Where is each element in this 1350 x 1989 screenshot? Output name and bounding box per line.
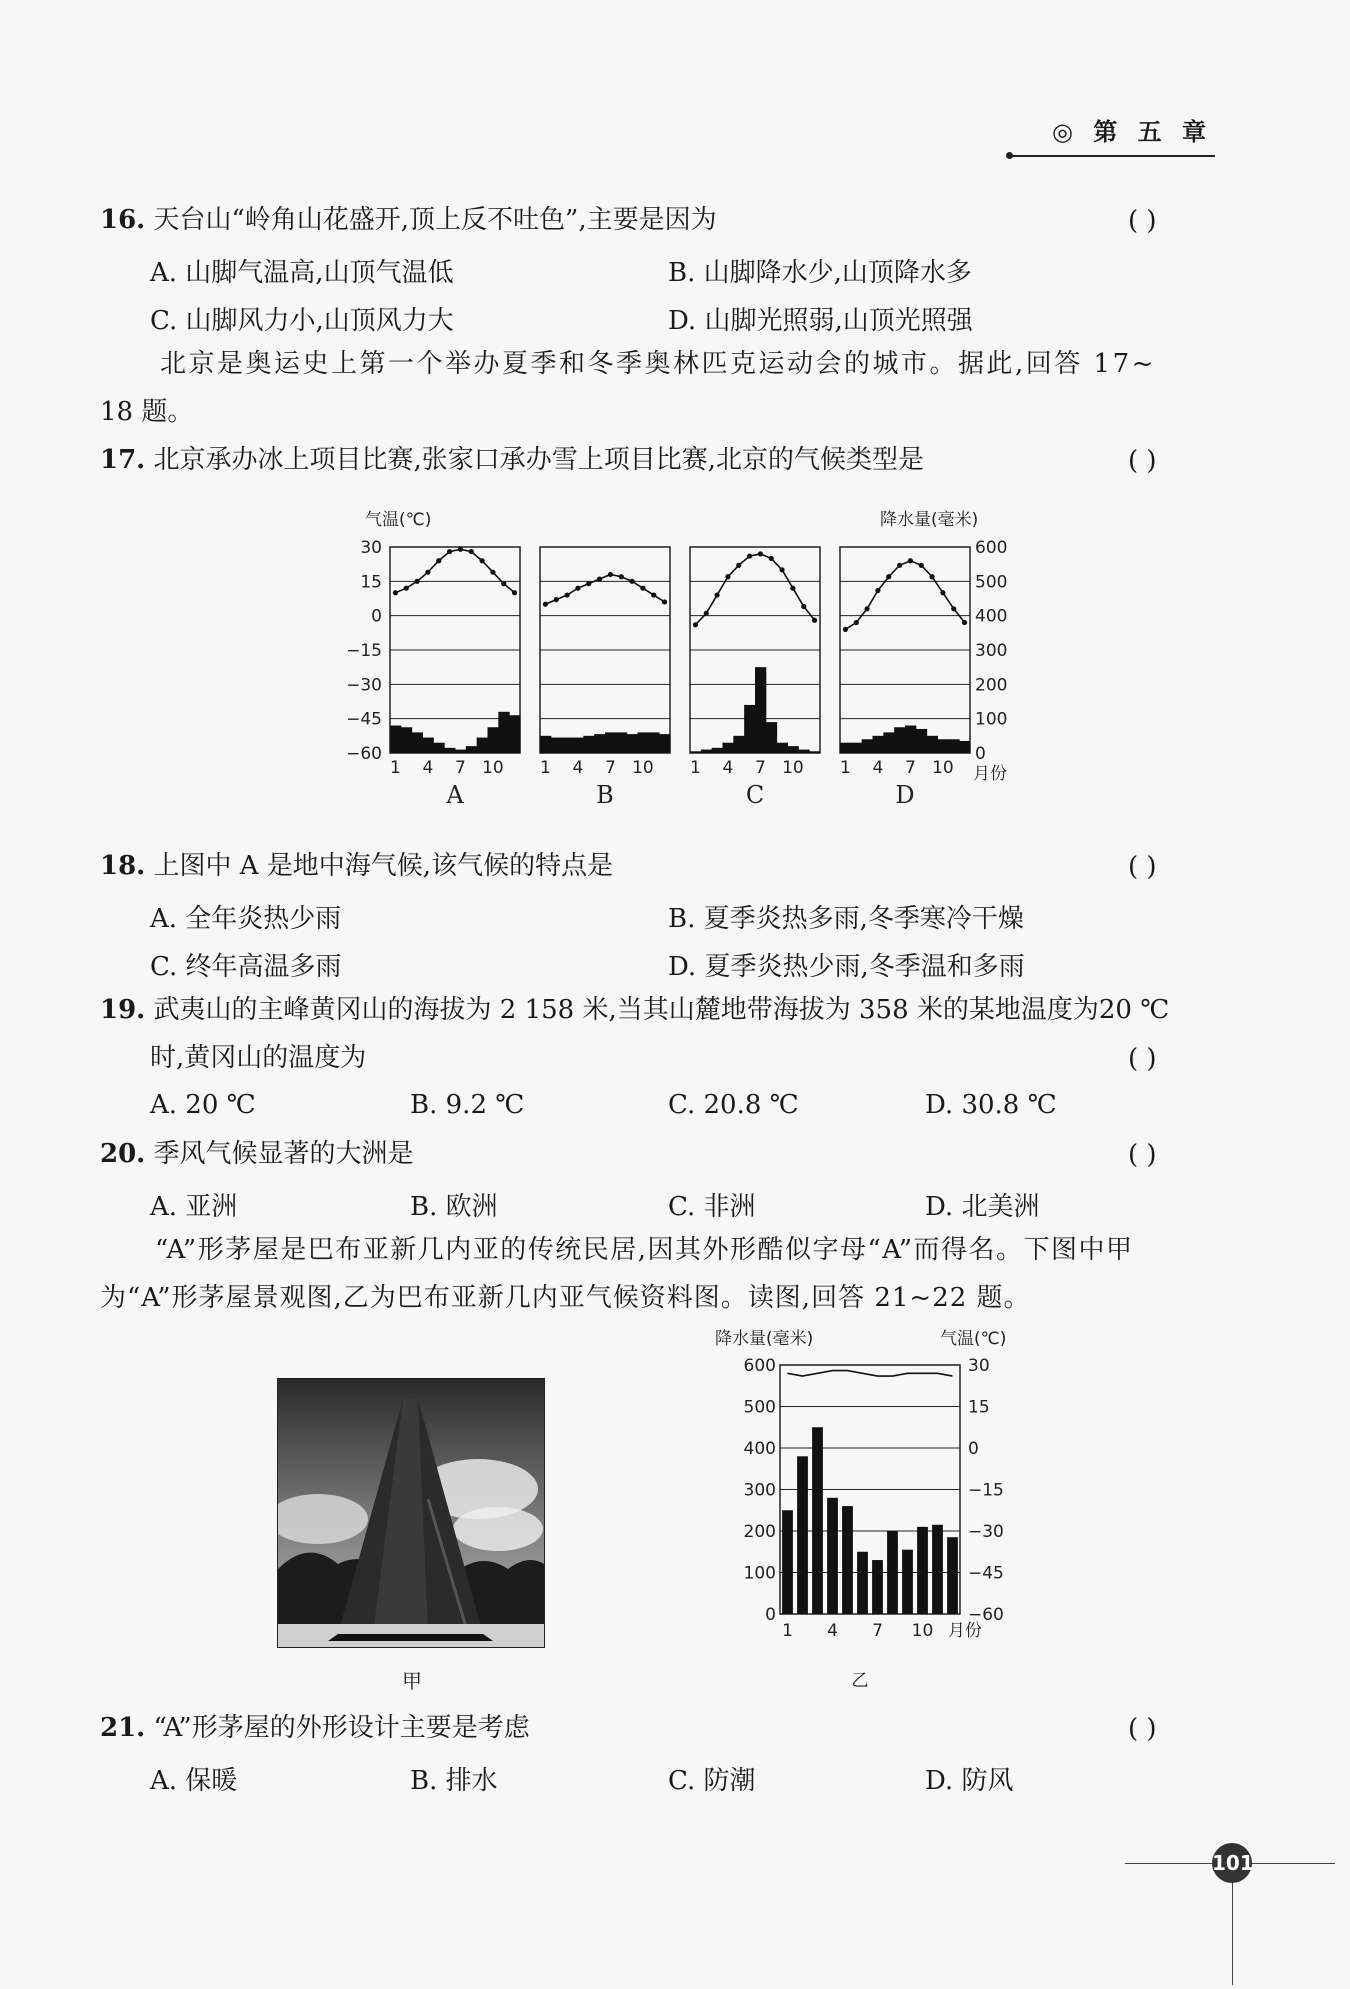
precip-bar xyxy=(423,738,434,753)
option-d: D. 防风 xyxy=(925,1766,1014,1796)
precip-bar xyxy=(809,751,820,753)
option-d: D. 北美洲 xyxy=(925,1192,1040,1222)
header-rule xyxy=(1010,155,1215,157)
temp-point xyxy=(919,563,924,568)
precip-bar xyxy=(827,1498,838,1614)
temp-point xyxy=(875,588,880,593)
panel-label: B xyxy=(596,781,614,809)
precip-bar xyxy=(797,1456,808,1614)
temp-axis-label: 气温(℃) xyxy=(940,1329,1007,1349)
temp-point xyxy=(586,581,591,586)
x-tick: 4 xyxy=(827,1621,838,1641)
option-c: C. 20.8 ℃ xyxy=(668,1090,799,1120)
precip-bar xyxy=(777,743,788,753)
answer-blank: ( ) xyxy=(1128,206,1157,236)
photo-caption: 甲 xyxy=(402,1669,422,1693)
temp-line xyxy=(545,574,664,604)
answer-blank: ( ) xyxy=(1128,1044,1157,1074)
question-number: 20. xyxy=(100,1139,146,1169)
x-tick: 10 xyxy=(782,758,804,778)
precip-bar xyxy=(712,748,723,753)
option-a: A. 保暖 xyxy=(150,1766,238,1796)
precip-bar xyxy=(488,727,499,753)
temp-point xyxy=(854,620,859,625)
temp-point xyxy=(640,586,645,591)
precip-bar xyxy=(605,732,616,753)
temp-point xyxy=(512,590,517,595)
precip-bar xyxy=(733,736,744,753)
precip-bar xyxy=(723,743,734,753)
panel-label: C xyxy=(745,781,765,809)
precip-bar xyxy=(947,1537,958,1614)
x-tick: 7 xyxy=(455,758,466,778)
x-tick: 1 xyxy=(840,758,851,778)
temp-point xyxy=(747,554,752,559)
intro-21-22-line1: “A”形茅屋是巴布亚新几内亚的传统民居,因其外形酷似字母“A”而得名。下图中甲 xyxy=(155,1235,1134,1265)
precip-bar xyxy=(842,1506,853,1614)
temp-point xyxy=(758,551,763,556)
precip-tick: 400 xyxy=(975,606,1008,627)
option-d: D. 夏季炎热少雨,冬季温和多雨 xyxy=(668,952,1025,982)
temp-tick: −60 xyxy=(346,744,382,764)
precip-bar xyxy=(782,1510,793,1614)
precip-bar xyxy=(905,726,916,753)
precip-bar xyxy=(551,738,562,753)
temp-point xyxy=(790,586,795,591)
x-tick: 7 xyxy=(605,758,616,778)
option-b: B. 夏季炎热多雨,冬季寒冷干燥 xyxy=(668,904,1024,934)
question-number: 17. xyxy=(100,445,146,475)
precip-bar xyxy=(916,729,927,753)
question-stem: 武夷山的主峰黄冈山的海拔为 2 158 米,当其山麓地带海拔为 358 米的某地温度为20 ℃ xyxy=(153,995,1170,1025)
precip-bar xyxy=(932,1525,943,1614)
question-16 xyxy=(100,204,717,236)
temp-tick: −45 xyxy=(968,1563,1004,1584)
precip-bar xyxy=(659,734,670,753)
precip-bar xyxy=(477,738,488,753)
x-tick: 10 xyxy=(482,758,504,778)
x-tick: 4 xyxy=(572,758,584,778)
question-number: 19. xyxy=(100,995,146,1025)
precip-bar xyxy=(948,739,959,753)
temp-line xyxy=(845,561,964,630)
precip-tick: 400 xyxy=(743,1439,776,1459)
x-unit: 月份 xyxy=(973,764,1007,784)
precip-bar xyxy=(959,741,970,753)
precip-bar xyxy=(690,751,701,753)
precip-bar xyxy=(851,743,862,753)
x-tick: 7 xyxy=(905,758,916,778)
precip-bar xyxy=(466,746,477,753)
precip-tick: 600 xyxy=(975,538,1008,558)
temp-point xyxy=(393,590,398,595)
temp-point xyxy=(736,563,741,568)
precip-bar xyxy=(648,732,659,753)
chapter-header: ◎ 第 五 章 xyxy=(1051,117,1212,146)
precip-tick: 300 xyxy=(743,1480,776,1501)
question-stem: 季风气候显著的大洲是 xyxy=(153,1139,414,1169)
question-20 xyxy=(100,1138,414,1170)
intro-17-18-line1: 北京是奥运史上第一个举办夏季和冬季奥林匹克运动会的城市。据此,回答 17~ xyxy=(160,349,1156,379)
temp-point xyxy=(843,627,848,632)
precip-bar xyxy=(857,1552,868,1614)
x-tick: 4 xyxy=(872,758,884,778)
question-19 xyxy=(100,994,1169,1026)
question-number: 21. xyxy=(100,1713,146,1743)
x-unit: 月份 xyxy=(948,1621,982,1641)
temp-tick: −30 xyxy=(968,1522,1004,1542)
temp-tick: −45 xyxy=(346,709,382,730)
question-stem: 北京承办冰上项目比赛,张家口承办雪上项目比赛,北京的气候类型是 xyxy=(153,445,925,475)
temp-point xyxy=(812,618,817,623)
option-b: B. 排水 xyxy=(410,1766,498,1796)
temp-point xyxy=(886,574,891,579)
precip-bar xyxy=(788,746,799,753)
temp-point xyxy=(897,563,902,568)
precip-bar xyxy=(390,726,401,753)
temp-axis-label: 气温(℃) xyxy=(365,510,432,530)
precip-tick: 100 xyxy=(743,1563,776,1584)
temp-point xyxy=(929,574,934,579)
precip-tick: 500 xyxy=(743,1397,776,1418)
option-d: D. 30.8 ℃ xyxy=(925,1090,1057,1120)
precip-bar xyxy=(812,1427,823,1614)
option-c: C. 非洲 xyxy=(668,1192,756,1222)
page-number: 101 xyxy=(1212,1843,1252,1883)
precip-bar xyxy=(798,750,809,753)
temp-line xyxy=(395,549,514,592)
precip-bar xyxy=(509,715,520,753)
temp-point xyxy=(801,604,806,609)
precip-bar xyxy=(455,750,466,753)
x-tick: 7 xyxy=(755,758,766,778)
temp-tick: −30 xyxy=(346,675,382,696)
temp-point xyxy=(714,592,719,597)
precip-bar xyxy=(701,750,712,753)
x-tick: 10 xyxy=(911,1621,934,1641)
precip-bar xyxy=(755,667,766,753)
precip-tick: 0 xyxy=(975,744,986,764)
precip-bar xyxy=(902,1550,913,1614)
question-18 xyxy=(100,850,613,882)
option-a: A. 20 ℃ xyxy=(150,1090,256,1120)
temp-line xyxy=(695,554,814,625)
precip-bar xyxy=(938,739,949,753)
x-tick: 10 xyxy=(932,758,954,778)
precip-tick: 100 xyxy=(975,709,1008,730)
precip-tick: 500 xyxy=(975,572,1008,593)
precip-bar xyxy=(498,712,509,753)
precip-bar xyxy=(883,732,894,753)
precip-bar xyxy=(840,743,851,753)
temp-point xyxy=(425,570,430,575)
temp-point xyxy=(651,592,656,597)
panel-label: A xyxy=(446,781,464,809)
precip-bar xyxy=(594,734,605,753)
answer-blank: ( ) xyxy=(1128,852,1157,882)
x-tick: 1 xyxy=(690,758,701,778)
precip-bar xyxy=(887,1531,898,1614)
temp-point xyxy=(543,602,548,607)
precip-tick: 0 xyxy=(765,1605,776,1625)
temp-point xyxy=(404,586,409,591)
question-17 xyxy=(100,444,924,476)
temp-tick: −60 xyxy=(968,1605,1004,1625)
precip-bar xyxy=(927,736,938,753)
precip-tick: 300 xyxy=(975,641,1008,661)
temp-point xyxy=(629,579,634,584)
temp-point xyxy=(490,570,495,575)
temp-point xyxy=(597,576,602,581)
chart-caption: 乙 xyxy=(851,1671,869,1691)
option-c: C. 防潮 xyxy=(668,1766,756,1796)
temp-line xyxy=(788,1371,953,1377)
precip-axis-label: 降水量(毫米) xyxy=(715,1329,814,1349)
answer-blank: ( ) xyxy=(1128,1714,1157,1744)
temp-point xyxy=(447,549,452,554)
answer-blank: ( ) xyxy=(1128,446,1157,476)
option-c: C. 山脚风力小,山顶风力大 xyxy=(150,306,454,336)
temp-point xyxy=(779,567,784,572)
option-b: B. 山脚降水少,山顶降水多 xyxy=(668,258,972,288)
question-stem: “A”形茅屋的外形设计主要是考虑 xyxy=(153,1713,530,1743)
temp-point xyxy=(501,581,506,586)
option-b: B. 欧洲 xyxy=(410,1192,498,1222)
x-tick: 10 xyxy=(632,758,654,778)
temp-tick: 30 xyxy=(360,538,382,558)
answer-blank: ( ) xyxy=(1128,1140,1157,1170)
temp-point xyxy=(693,622,698,627)
question-number: 16. xyxy=(100,205,146,235)
temp-point xyxy=(608,572,613,577)
temp-point xyxy=(564,592,569,597)
precip-bar xyxy=(573,738,584,753)
question-stem: 上图中 A 是地中海气候,该气候的特点是 xyxy=(153,851,614,881)
temp-point xyxy=(962,620,967,625)
temp-point xyxy=(458,547,463,552)
x-tick: 1 xyxy=(540,758,551,778)
temp-tick: 0 xyxy=(968,1439,979,1459)
x-tick: 4 xyxy=(722,758,734,778)
intro-17-18-line2: 18 题。 xyxy=(100,397,194,427)
panel-label: D xyxy=(895,781,915,809)
option-a: A. 亚洲 xyxy=(150,1192,238,1222)
option-b: B. 9.2 ℃ xyxy=(410,1090,525,1120)
temp-point xyxy=(951,606,956,611)
precip-bar xyxy=(401,727,412,753)
precip-bar xyxy=(917,1527,928,1614)
temp-point xyxy=(940,590,945,595)
temp-point xyxy=(864,606,869,611)
x-tick: 4 xyxy=(422,758,434,778)
temp-tick: 15 xyxy=(360,572,382,593)
x-tick: 1 xyxy=(782,1621,793,1641)
png-climate-chart xyxy=(705,1320,1035,1695)
precip-bar xyxy=(627,734,638,753)
temp-point xyxy=(414,579,419,584)
temp-point xyxy=(769,556,774,561)
precip-bar xyxy=(873,736,884,753)
question-19-stem-cont: 时,黄冈山的温度为 xyxy=(150,1043,367,1073)
temp-tick: 30 xyxy=(968,1356,990,1376)
option-a: A. 全年炎热少雨 xyxy=(150,904,342,934)
temp-point xyxy=(704,611,709,616)
x-tick: 7 xyxy=(872,1621,883,1641)
x-tick: 1 xyxy=(390,758,401,778)
precip-bar xyxy=(433,743,444,753)
precip-bar xyxy=(862,739,873,753)
precip-bar xyxy=(872,1560,883,1614)
temp-point xyxy=(479,558,484,563)
precip-bar xyxy=(638,732,649,753)
precip-tick: 200 xyxy=(743,1522,776,1542)
option-a: A. 山脚气温高,山顶气温低 xyxy=(150,258,454,288)
temp-point xyxy=(619,574,624,579)
temp-point xyxy=(469,549,474,554)
option-d: D. 山脚光照弱,山顶光照强 xyxy=(668,306,973,336)
temp-point xyxy=(725,574,730,579)
intro-21-22-line2: 为“A”形茅屋景观图,乙为巴布亚新几内亚气候资料图。读图,回答 21~22 题。 xyxy=(100,1283,1031,1313)
temp-tick: −15 xyxy=(968,1480,1004,1501)
precip-tick: 600 xyxy=(743,1356,776,1376)
temp-point xyxy=(662,599,667,604)
precip-bar xyxy=(766,722,777,753)
question-number: 18. xyxy=(100,851,146,881)
precip-bar xyxy=(562,738,573,753)
option-c: C. 终年高温多雨 xyxy=(150,952,342,982)
temp-point xyxy=(554,597,559,602)
precip-bar xyxy=(583,736,594,753)
precip-bar xyxy=(894,727,905,753)
temp-point xyxy=(575,586,580,591)
precip-bar xyxy=(412,732,423,753)
climate-charts-abcd xyxy=(340,505,1040,830)
precip-bar xyxy=(444,748,455,753)
question-stem: 天台山“岭角山花盛开,顶上反不吐色”,主要是因为 xyxy=(153,205,717,235)
temp-tick: 15 xyxy=(968,1397,990,1418)
precip-bar xyxy=(616,732,627,753)
question-21 xyxy=(100,1712,530,1744)
temp-tick: −15 xyxy=(346,641,382,661)
precip-axis-label: 降水量(毫米) xyxy=(880,510,979,530)
precip-tick: 200 xyxy=(975,675,1008,696)
precip-bar xyxy=(540,736,551,753)
a-frame-hut-photo xyxy=(277,1378,545,1648)
precip-bar xyxy=(744,705,755,753)
temp-point xyxy=(908,558,913,563)
temp-tick: 0 xyxy=(371,606,382,627)
temp-point xyxy=(436,558,441,563)
